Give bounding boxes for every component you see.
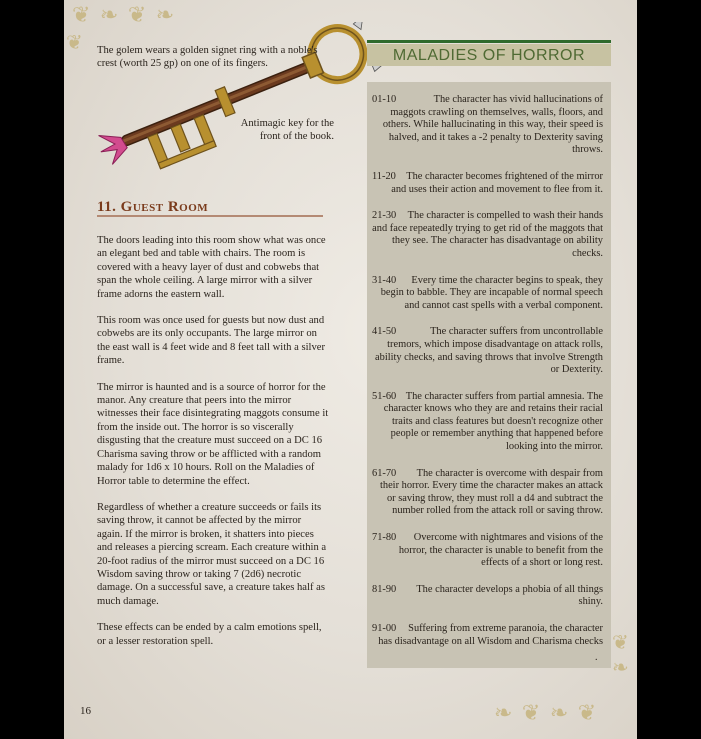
malady-roll: 81-90 <box>372 583 397 595</box>
malady-text: The character suffers from uncontrollable tremors, which impose disadvantage on attack rolls, ability checks, and saving throws that involve Strength or Dexterity. <box>375 326 603 376</box>
malady-text: The character becomes frightened of the mirror and uses their action and movement to flee from it. <box>391 170 603 195</box>
malady-text: The character is compelled to wash their hands and face repeatedly trying to get rid of the maggots that they see. The character has disadvantage on ability checks. <box>372 210 603 259</box>
malady-roll: 21-30 <box>372 210 397 222</box>
malady-row <box>372 326 603 376</box>
body-paragraph: These effects can be ended by a calm emotions spell, or a lesser restoration spell. <box>97 622 322 647</box>
maladies-table-title: MALADIES OF HORROR <box>367 44 611 66</box>
body-paragraph: The doors leading into this room show what was once an elegant bed and table with chairs. The room is covered with a heavy layer of dust and cobwebs that span the whole ceiling. A large mirror with a silver frame adorns the eastern wall. <box>97 235 326 300</box>
malady-row <box>372 94 603 157</box>
section-title: 11. Guest Room <box>97 199 209 215</box>
malady-row <box>372 171 603 196</box>
corner-flourish-bottom-right: ❧ ❦ ❧ ❦ <box>494 700 599 725</box>
malady-row <box>372 623 603 648</box>
malady-row <box>372 468 603 518</box>
malady-text: Every time the character begins to speak, they begin to babble. They are incapable of normal speech and cannot cast spells with a verbal component. <box>380 274 603 311</box>
malady-roll: 01-10 <box>372 94 397 105</box>
corner-flourish-left: ❦ <box>66 32 85 54</box>
corner-flourish-right: ❦ ❧ <box>612 632 631 679</box>
malady-row <box>372 210 603 260</box>
malady-roll: 91-00 <box>372 623 397 634</box>
malady-roll: 11-20 <box>372 170 396 182</box>
corner-flourish-top-left: ❦ ❧ ❦ ❧ <box>72 2 177 27</box>
body-paragraph: The mirror is haunted and is a source of horror for the manor. Any creature that peers into the mirror witnesses their face disintegrating maggots consume it from the inside out. The horror is so viscerally disgusting that the creature must succeed on a DC 16 Charisma saving throw or be afflicted with a random malady for 1d6 x 10 hours. Roll on the Maladies of Horror table to determine the effect. <box>97 381 329 487</box>
body-paragraph: Regardless of whether a creature succeeds or fails its saving throw, it cannot be affected by the mirror again. If the mirror is broken, it shatters into pieces and releases a piercing scream. Each creature within a 20-foot radius of the mirror must succeed on a DC 16 Wisdom saving throw or taking 7 (2d6) necrotic damage. On a successful save, a creature takes half as much damage. <box>97 501 327 607</box>
golem-caption: The golem wears a golden signet ring with a noble's crest (worth 25 gp) on one of its fingers. <box>97 45 318 69</box>
page-number: 16 <box>80 705 91 717</box>
malady-row <box>372 584 603 609</box>
malady-roll: 61-70 <box>372 467 397 479</box>
malady-text: The character is overcome with despair from their horror. Every time the character makes an attack or saving throw, they must roll a d4 and subtract the number rolled from the attack roll or saving throw. <box>379 467 603 517</box>
maladies-header-rule <box>367 40 611 43</box>
malady-text: The character has vivid hallucinations of maggots crawling on themselves, walls, floors, and others. While hallucinating in this way, their speed is halved, and it takes a -2 penalty to Dexterity saving throws. <box>382 94 603 156</box>
key-caption: Antimagic key for the front of the book. <box>240 118 334 142</box>
book-page <box>64 0 637 739</box>
malady-text: Overcome with nightmares and visions of the horror, the character is unable to benefit from the effects of a short or long rest. <box>398 532 603 569</box>
malady-text: Suffering from extreme paranoia, the character has disadvantage on all Wisdom and Charisma checks <box>378 623 603 647</box>
malady-row <box>372 391 603 454</box>
maladies-trailing-mark: . <box>595 652 598 663</box>
body-paragraph: This room was once used for guests but now dust and cobwebs are its only occupants. The large mirror on the east wall is 4 feet wide and 8 feet tall with a silver frame. <box>97 315 325 367</box>
malady-roll: 31-40 <box>372 274 397 286</box>
malady-roll: 51-60 <box>372 390 397 402</box>
section-body <box>97 234 329 661</box>
malady-roll: 41-50 <box>372 326 397 338</box>
maladies-table <box>372 94 603 662</box>
malady-row <box>372 532 603 570</box>
section-title-rule <box>97 215 323 217</box>
malady-roll: 71-80 <box>372 532 397 544</box>
malady-row <box>372 275 603 313</box>
malady-text: The character develops a phobia of all things shiny. <box>416 583 603 608</box>
malady-text: The character suffers from partial amnesia. The character knows who they are and retains their racial traits and class features but doesn't recognize other people or remember anything that happened before looking into the mirror. <box>383 390 603 453</box>
